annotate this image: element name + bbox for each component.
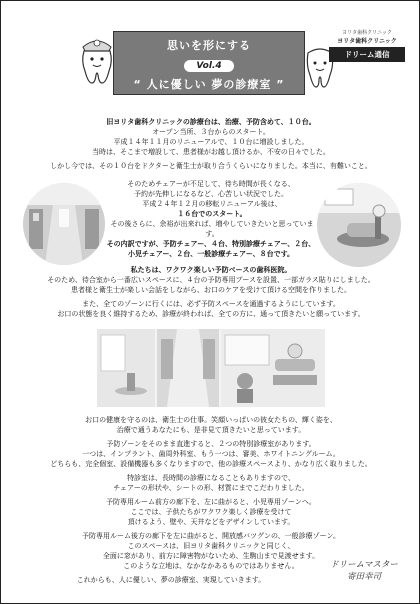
- text-line: 特診室は、長時間の診療になることもありますので、: [127, 474, 295, 482]
- volume-badge: Vol.4: [184, 60, 233, 72]
- paragraph-renewal: [107, 199, 317, 239]
- text-line: チェアーの形状や、シートの形、材質にまでこだわりました。: [113, 484, 309, 492]
- banner-title: “ 人に優しい 夢の診療室 ”: [133, 78, 285, 91]
- logo-tagline: ヨリタ歯科クリニック: [342, 30, 392, 36]
- text-line: オープン当所、３台からのスタート。: [152, 128, 270, 136]
- text-line: お口の状態を良く維持するため、診療が終われば、全ての方に、通って頂きたいと願っています。: [57, 310, 365, 318]
- text-line: 小児チェアー、２台、一般診療チェアー、８台です。: [127, 250, 295, 258]
- clinic-logo: [329, 29, 405, 63]
- text-line: １６台でのスタート。: [177, 210, 247, 218]
- text-line: 一つは、インプラント、歯周外科室、もう一つは、審美、ホワイトニングルーム。: [82, 450, 340, 458]
- text-line: 当時は、そこまで増設して、患者様がお越し頂けるか、不安の日々でした。: [92, 148, 330, 156]
- paragraph-hygienist: [21, 415, 401, 435]
- text-line: 私たちは、ワクワク楽しい予防ベースの歯科医院。: [130, 266, 292, 274]
- clinic-interior-photo-strip: [97, 329, 325, 407]
- banner-subtitle: 思いを形にする: [167, 39, 251, 52]
- text-line: このような立地は、なかなかあるものではありません。: [123, 562, 299, 570]
- text-line: このスペースは、旧ヨリタ歯科クリニックと同じく、: [127, 542, 295, 550]
- text-line: 予約が先伸しになるなど、心苦しい状況でした。: [134, 190, 288, 198]
- text-line: 治療で通うあなたにも、是非見て頂きたいと思っています。: [116, 426, 306, 434]
- paragraph-prevention-base: [21, 265, 401, 295]
- title-banner: [113, 31, 305, 95]
- text-line: 平成２４年１２月の移転リニューアル後は、: [142, 200, 282, 208]
- text-line: お口の健康を守るのは、衛生士の仕事。笑顔いっぱいの彼女たちの、輝く姿を、: [85, 416, 337, 424]
- handwritten-signature: [319, 559, 409, 583]
- text-line: 頂けるよう、壁や、天井などをデザインしています。: [127, 518, 295, 526]
- paragraph-chair-breakdown: [21, 239, 401, 259]
- paragraph-kids-zone: [21, 497, 401, 527]
- text-line: 予防専用ルーム後方の廊下を左に曲がると、開放感バツグンの、一般診療ゾーン。: [82, 532, 340, 540]
- text-line: 全面に窓があり、前方に障害物がないため、生駒山まで見渡せます。: [102, 552, 320, 560]
- logo-newsletter-name: ドリーム通信: [329, 47, 405, 62]
- text-line: 旧ヨリタ歯科クリニックの診療台は、治療、予防含めて、１０台。: [106, 118, 316, 126]
- text-line: そのため、待合室から一番広いスペースに、４台の予防専用ブースを設置、一部ガラス貼りにしました。: [47, 276, 375, 284]
- signature-name: 寄田幸司: [346, 572, 381, 582]
- paragraph-closing: [21, 575, 321, 585]
- text-line: 予防ゾーンをそのまま直進すると、２つの特別診療室があります。: [106, 440, 316, 448]
- text-line: そのためチェアーが不足して、待ち時間が長くなる、: [127, 180, 295, 188]
- text-line: ここでは、子供たちがワクワク楽しく診療を受けて: [130, 508, 292, 516]
- text-line: どちらも、完全個室、設備機器も多くなりますので、他の診療スペースより、かなり広く取りました。: [50, 460, 372, 468]
- paragraph-history: [21, 117, 401, 157]
- text-line: 患者様と衛生士が楽しい会話をしながら、お口のケアを受けて頂ける空間を作りました。: [71, 286, 351, 294]
- paragraph-demand: [21, 161, 401, 171]
- text-line: 平成１４年１１月のリニューアルで、１０台に増設しました。: [113, 138, 309, 146]
- signature-title: ドリームマスター: [330, 560, 398, 570]
- paragraph-zones: [21, 299, 401, 319]
- text-line: しかし今では、その１０台をドクターと衛生士が取り合うくらいになりました。本当に、有難いこと。: [50, 162, 372, 170]
- logo-clinic-name: ヨリタ歯科クリニック: [337, 38, 397, 45]
- paragraph-special-rooms: [21, 439, 401, 469]
- paragraph-special-chairs: [21, 473, 401, 493]
- text-line: また、全てのゾーンに行くには、必ず予防スペースを通過するようにしています。: [82, 300, 340, 308]
- text-line: 予防専用ルーム前方の廊下を、左に曲がると、小児専用ゾーンへ。: [106, 498, 316, 506]
- text-line: その後さらに、余裕が出来れば、増やしていきたいと思っています。: [110, 220, 314, 238]
- text-line: その内訳ですが、予防チェアー、４台、特別診療チェアー、２台、: [106, 240, 316, 248]
- text-line: これからも、人に優しい、夢の診療室、実現していきます。: [76, 576, 266, 584]
